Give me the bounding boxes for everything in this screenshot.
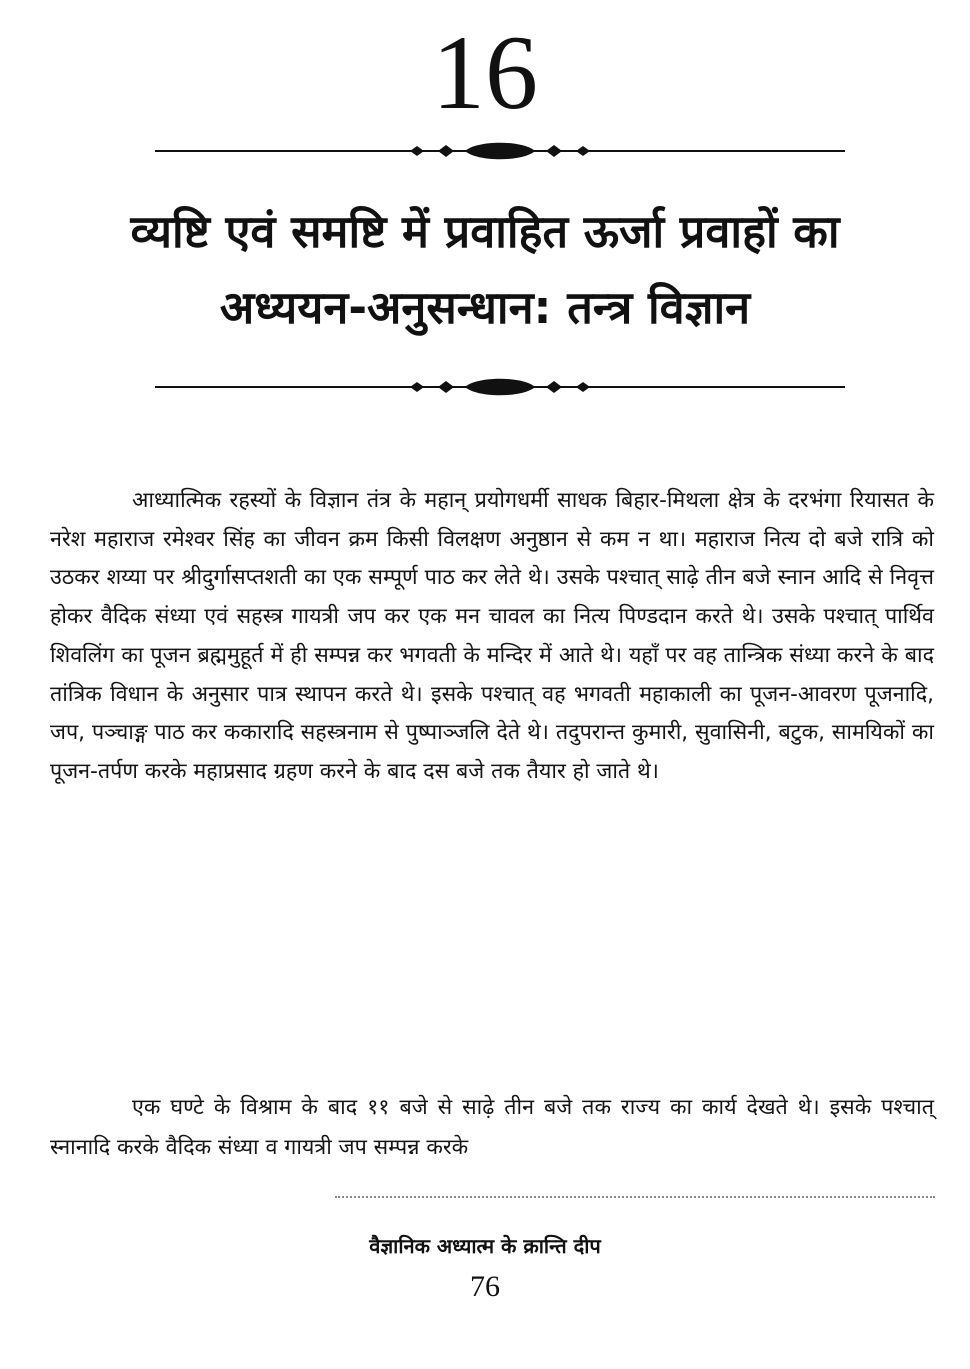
body-paragraph-2-block xyxy=(50,1088,934,1168)
chapter-title-line-1: व्यष्टि एवं समष्टि में प्रवाहित ऊर्जा प्रवाहों का xyxy=(130,205,840,258)
ornament-divider-bottom xyxy=(155,377,845,397)
ornament-divider-bottom-graphic xyxy=(155,377,845,397)
chapter-number: 16 xyxy=(432,14,538,131)
body-paragraph: एक घण्टे के विश्राम के बाद ११ बजे से साढ़े तीन बजे तक राज्य का कार्य देखते थे। इसके पश्चात् स्नानादि करके वैदिक संध्या व गायत्री जप सम्पन्न करके xyxy=(50,1095,934,1160)
footer-book-title: वैज्ञानिक अध्यात्म के क्रान्ति दीप xyxy=(369,1234,601,1258)
page-number: 76 xyxy=(470,1270,500,1303)
body-paragraph-1-block xyxy=(50,482,934,792)
ornament-divider-top xyxy=(155,141,845,161)
footer-dotted-rule xyxy=(335,1196,935,1198)
ornament-divider-top-graphic xyxy=(155,141,845,161)
chapter-title-line-2: अध्ययन-अनुसन्धान: तन्त्र विज्ञान xyxy=(219,281,751,334)
body-paragraph: आध्यात्मिक रहस्यों के विज्ञान तंत्र के महान् प्रयोगधर्मी साधक बिहार-मिथला क्षेत्र के दरभंगा रियासत के नरेश महाराज रमेश्वर सिंह का जीवन क्रम किसी विलक्षण अनुष्ठान से कम न था। महाराज नित्य दो बजे रात्रि को उठकर शय्या पर श्रीदुर्गासप्तशती का एक सम्पूर्ण पाठ कर लेते थे। उसके पश्चात् साढ़े तीन बजे स्नान आदि से निवृत्त होकर वैदिक संध्या एवं सहस्त्र गायत्री जप कर एक मन चावल का नित्य पिण्डदान करते थे। उसके पश्चात् पार्थिव शिवलिंग का पूजन ब्रह्ममुहूर्त में ही सम्पन्न कर भगवती के मन्दिर में आते थे। यहाँ पर वह तान्त्रिक संध्या करने के बाद तांत्रिक विधान के अनुसार पात्र स्थापन करते थे। इसके पश्चात् वह भगवती महाकाली का पूजन-आवरण पूजनादि, जप, पञ्चाङ्ग पाठ कर ककारादि सहस्त्रनाम से पुष्पाञ्जलि देते थे। तदुपरान्त कुमारी, सुवासिनी, बटुक, सामयिकों का पूजन-तर्पण करके महाप्रसाद ग्रहण करने के बाद दस बजे तक तैयार हो जाते थे। xyxy=(50,488,934,784)
